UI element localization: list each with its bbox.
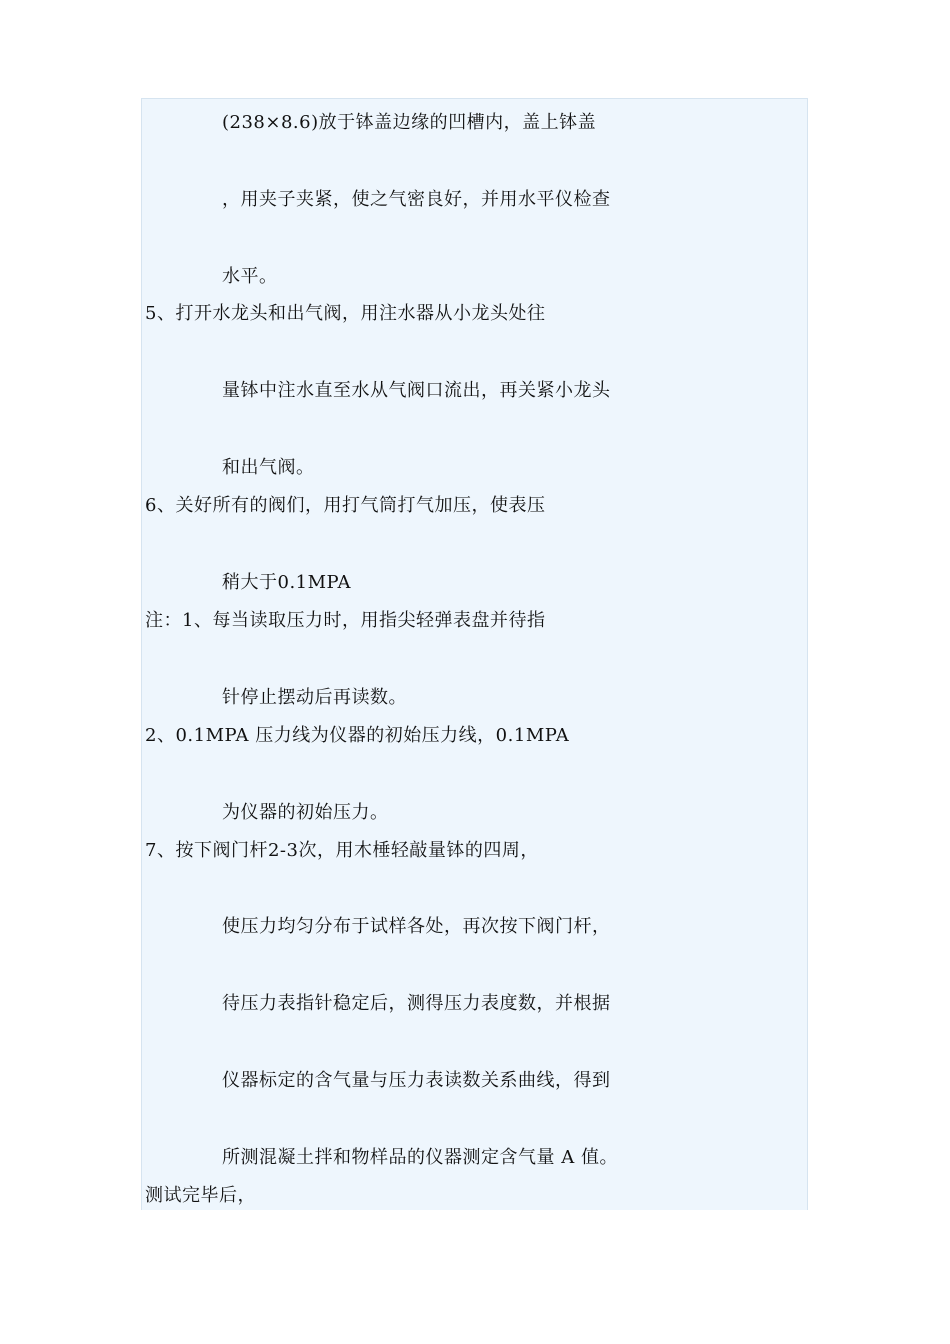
text-line: 7、按下阀门杆2-3次，用木棰轻敲量钵的四周， xyxy=(145,840,539,861)
text-line: 为仪器的初始压力。 xyxy=(222,802,389,823)
document-panel xyxy=(141,98,808,1210)
text-line: 水平。 xyxy=(222,266,278,287)
text-line: 注：1、每当读取压力时，用指尖轻弹表盘并待指 xyxy=(145,610,546,631)
text-line: 所测混凝土拌和物样品的仪器测定含气量 A 值。 xyxy=(222,1147,618,1168)
text-line: 2、0.1MPA 压力线为仪器的初始压力线，0.1MPA xyxy=(145,725,570,746)
text-line: 5、打开水龙头和出气阀，用注水器从小龙头处往 xyxy=(145,303,546,324)
text-line: 量钵中注水直至水从气阀口流出，再关紧小龙头 xyxy=(222,380,611,401)
text-line: 使压力均匀分布于试样各处，再次按下阀门杆， xyxy=(222,916,611,937)
text-line: 待压力表指针稳定后，测得压力表度数，并根据 xyxy=(222,993,611,1014)
text-line: 稍大于0.1MPA xyxy=(222,572,352,593)
text-line: 和出气阀。 xyxy=(222,457,315,478)
text-line: 仪器标定的含气量与压力表读数关系曲线，得到 xyxy=(222,1070,611,1091)
text-line: 测试完毕后， xyxy=(145,1185,256,1206)
text-line: ，用夹子夹紧，使之气密良好，并用水平仪检查 xyxy=(222,189,611,210)
text-line: (238×8.6)放于钵盖边缘的凹槽内，盖上钵盖 xyxy=(222,112,597,133)
text-line: 6、关好所有的阀们，用打气筒打气加压，使表压 xyxy=(145,495,546,516)
text-line: 针停止摆动后再读数。 xyxy=(222,687,407,708)
